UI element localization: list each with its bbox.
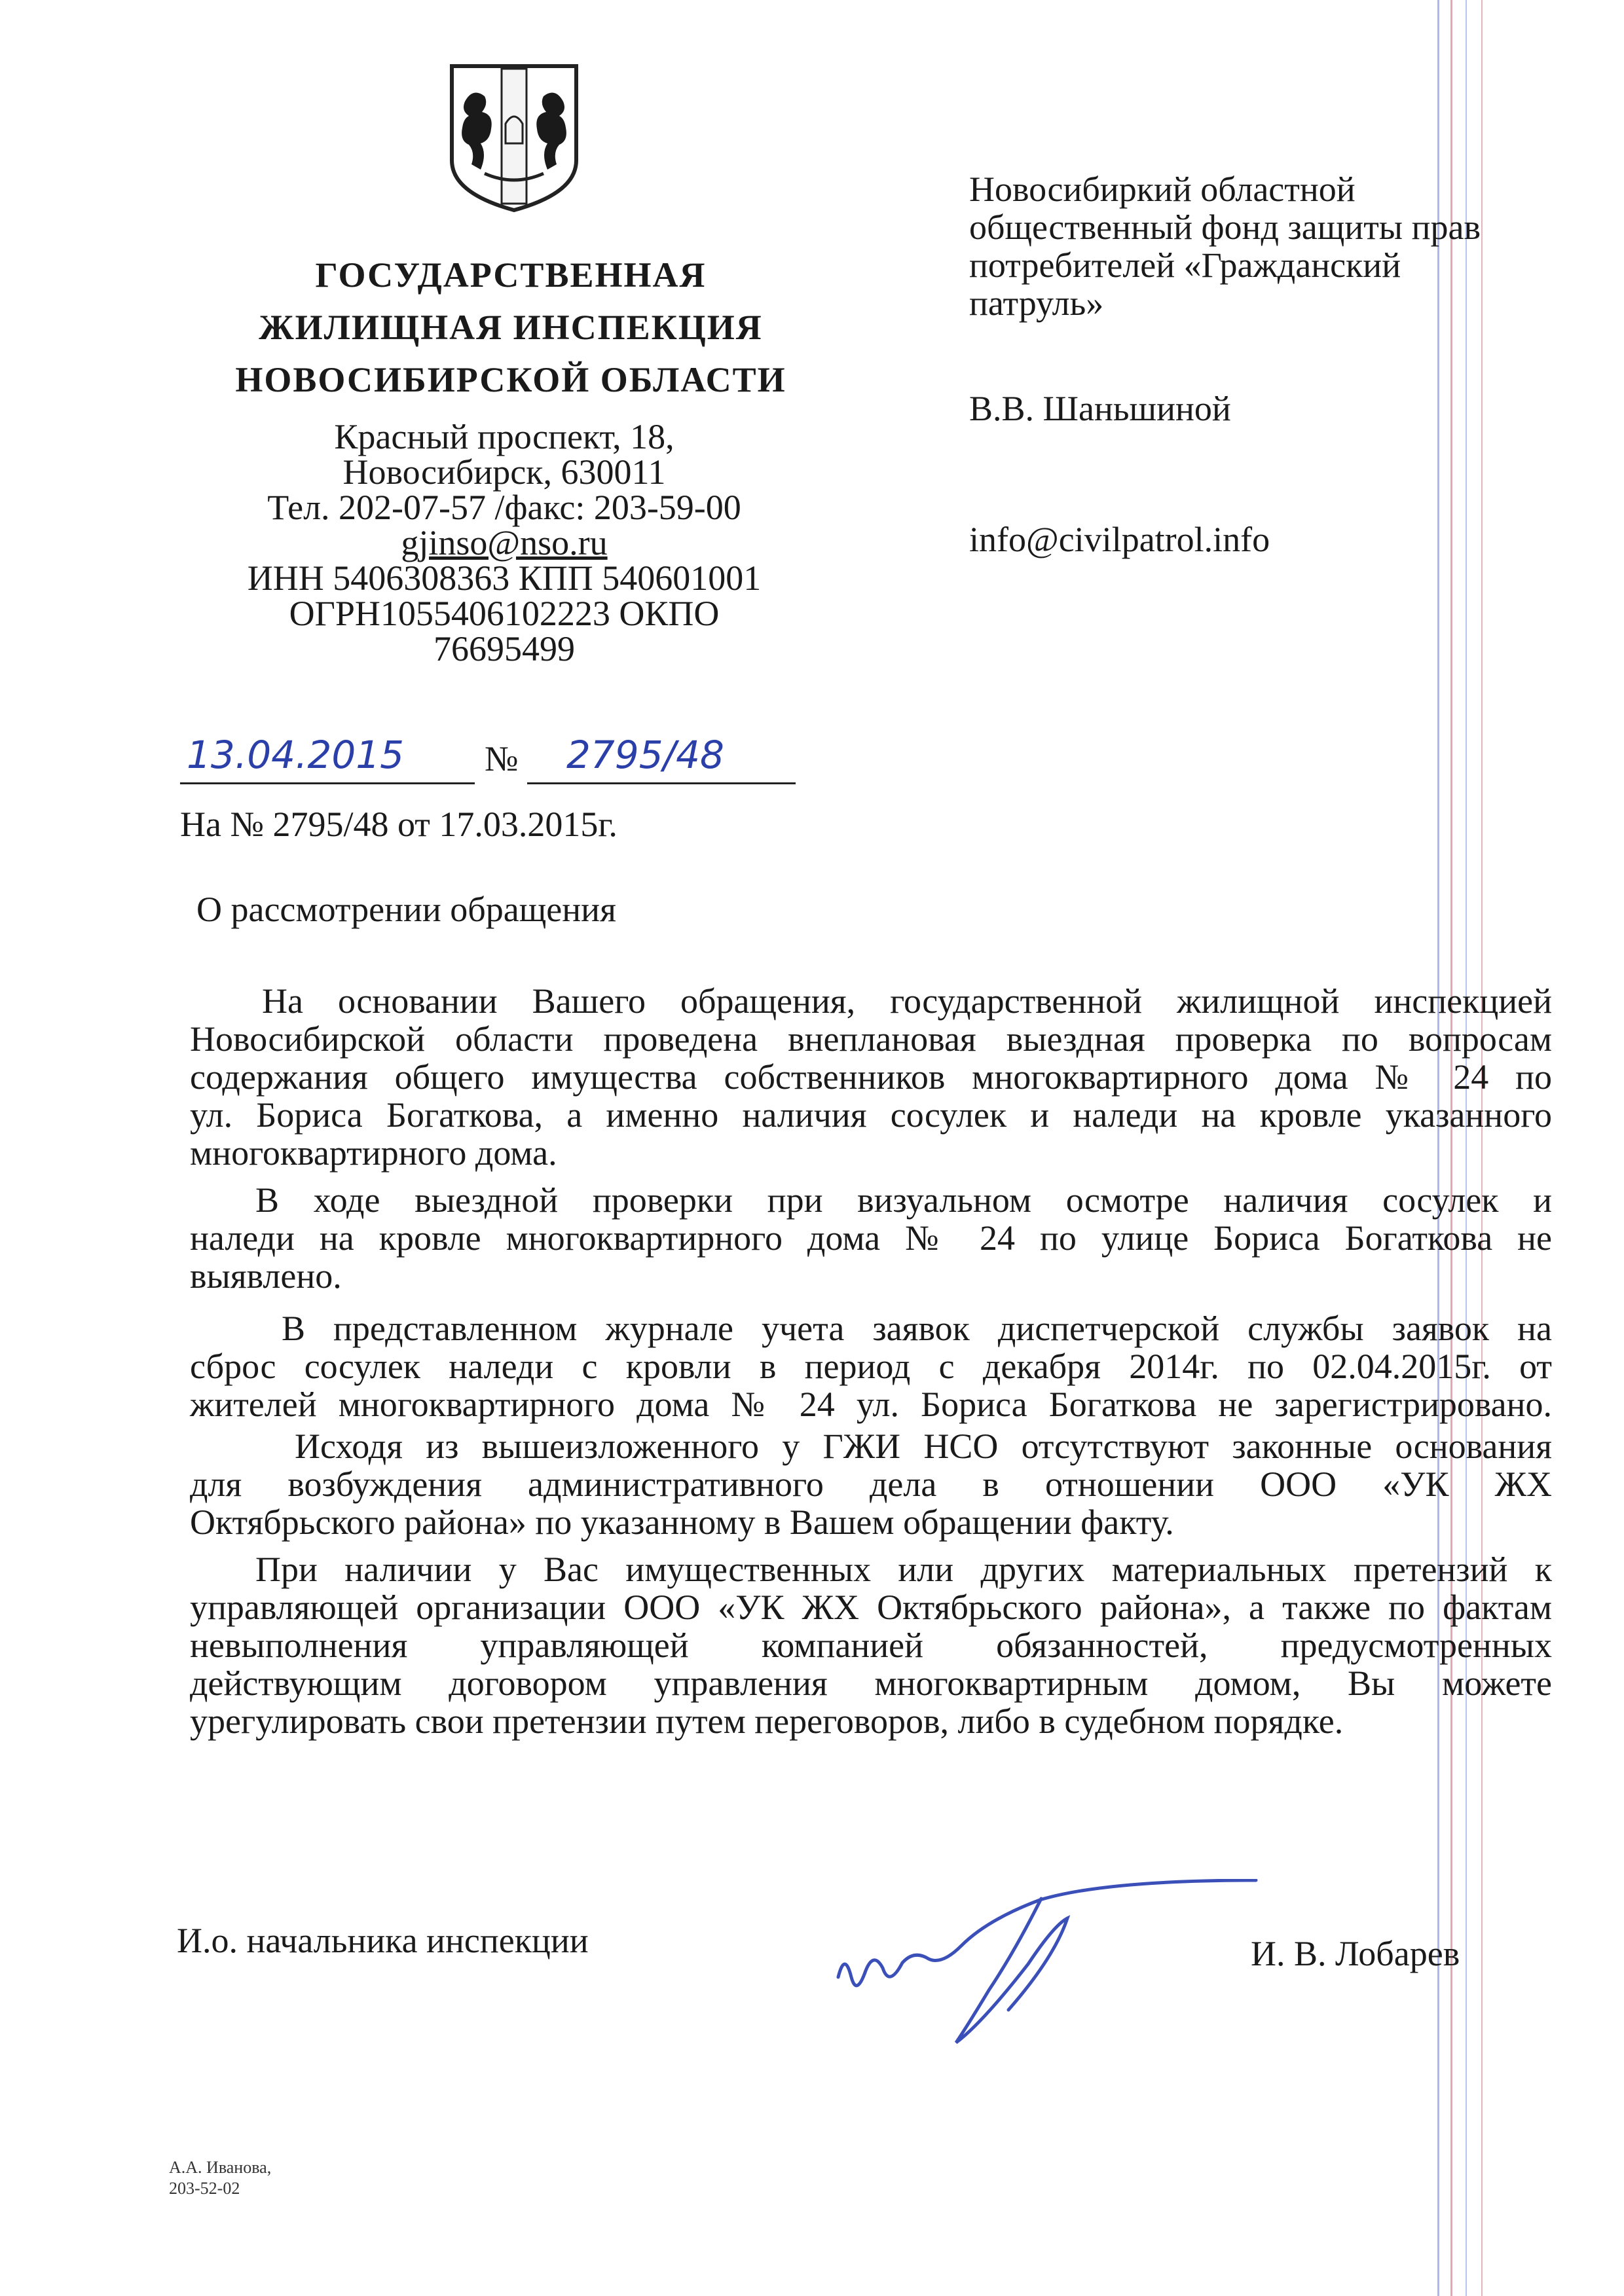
recipient-line: потребителей «Гражданский — [969, 246, 1401, 285]
number-sign: № — [485, 739, 519, 778]
reply-reference: На № 2795/48 от 17.03.2015г. — [180, 805, 618, 844]
paragraph-line: В ходе выездной проверки при визуальном осмотре наличия сосулек и — [255, 1180, 1552, 1220]
handwritten-signature — [825, 1879, 1270, 2049]
signatory-name: И. В. Лобарев — [1251, 1934, 1460, 1973]
sender-ogrn-okpo: ОГРН1055406102223 ОКПО — [289, 594, 720, 633]
coat-of-arms-emblem — [445, 62, 583, 213]
recipient-block — [969, 170, 1559, 322]
paragraph-line: для возбуждения административного дела в отношении ООО «УК ЖХ — [190, 1465, 1552, 1504]
paragraph-line: В представленном журнале учета заявок диспетчерской службы заявок на — [282, 1309, 1552, 1348]
paragraph-line: урегулировать свои претензии путем переговоров, либо в судебном порядке. — [190, 1702, 1344, 1741]
paragraph-line: жителей многоквартирного дома № 24 ул. Бориса Богаткова не зарегистрировано. — [190, 1385, 1552, 1424]
paragraph — [190, 1309, 1552, 1423]
paragraph-line: невыполнения управляющей компанией обязанностей, предусмотренных — [190, 1626, 1552, 1665]
sender-city: Новосибирск, 630011 — [342, 452, 666, 492]
sender-inn-kpp: ИНН 5406308363 КПП 540601001 — [247, 558, 762, 598]
paragraph-line: ул. Бориса Богаткова, а именно наличия сосулек и наледи на кровле указанного — [190, 1095, 1552, 1135]
org-name-line: ГОСУДАРСТВЕННАЯ — [315, 255, 707, 295]
sender-phone-fax: Тел. 202-07-57 /факс: 203-59-00 — [267, 488, 741, 527]
sender-organization — [196, 249, 825, 406]
registration-date-field — [180, 730, 475, 784]
sender-email-link[interactable]: gjinso@nso.ru — [401, 523, 608, 562]
org-name-line: НОВОСИБИРСКОЙ ОБЛАСТИ — [235, 360, 786, 399]
paragraph-line: При наличии у Вас имущественных или других материальных претензий к — [255, 1550, 1552, 1589]
recipient-line: патруль» — [969, 283, 1104, 323]
paragraph — [190, 1181, 1552, 1295]
signatory-position: И.о. начальника инспекции — [177, 1921, 589, 1960]
paragraph-line: Новосибирской области проведена внеплановая выездная проверка по вопросам — [190, 1019, 1552, 1059]
paragraph-line: содержания общего имущества собственников многоквартирного дома № 24 по — [190, 1057, 1552, 1097]
letter-body — [190, 982, 1552, 1740]
executor-info — [169, 2157, 271, 2199]
recipient-person: В.В. Шаньшиной — [969, 389, 1231, 428]
paragraph-line: наледи на кровле многоквартирного дома № 24 по улице Бориса Богаткова не — [190, 1218, 1552, 1258]
paragraph-line: многоквартирного дома. — [190, 1133, 557, 1173]
recipient-line: общественный фонд защиты прав — [969, 208, 1481, 247]
org-name-line: ЖИЛИЩНАЯ ИНСПЕКЦИЯ — [259, 308, 763, 347]
sender-address: Красный проспект, 18, — [334, 417, 674, 456]
letter-subject: О рассмотрении обращения — [196, 890, 616, 929]
recipient-email[interactable]: info@civilpatrol.info — [969, 520, 1270, 559]
executor-phone: 203-52-02 — [169, 2179, 240, 2198]
executor-name: А.А. Иванова, — [169, 2158, 272, 2177]
paragraph — [190, 1427, 1552, 1541]
sender-address-block — [190, 419, 819, 666]
paragraph — [190, 982, 1552, 1172]
registration-number-field — [527, 730, 796, 784]
recipient-line: Новосибиркий областной — [969, 170, 1356, 209]
sender-okpo-number: 76695499 — [434, 629, 575, 668]
paragraph-line: выявлено. — [190, 1256, 342, 1296]
paragraph-line: управляющей организации ООО «УК ЖХ Октябрьского района», а также по фактам — [190, 1588, 1552, 1627]
paragraph-line: На основании Вашего обращения, государственной жилищной инспекцией — [262, 981, 1552, 1021]
paragraph-line: Исходя из вышеизложенного у ГЖИ НСО отсутствуют законные основания — [295, 1427, 1552, 1466]
paragraph-line: сброс сосулек наледи с кровли в период с декабря 2014г. по 02.04.2015г. от — [190, 1347, 1552, 1386]
paragraph — [190, 1550, 1552, 1740]
registration-date: 13.04.2015 — [187, 733, 405, 777]
paragraph-line: действующим договором управления многоквартирным домом, Вы можете — [190, 1664, 1552, 1703]
registration-number: 2795/48 — [566, 733, 724, 777]
paragraph-line: Октябрьского района» по указанному в Вашем обращении факту. — [190, 1503, 1174, 1542]
